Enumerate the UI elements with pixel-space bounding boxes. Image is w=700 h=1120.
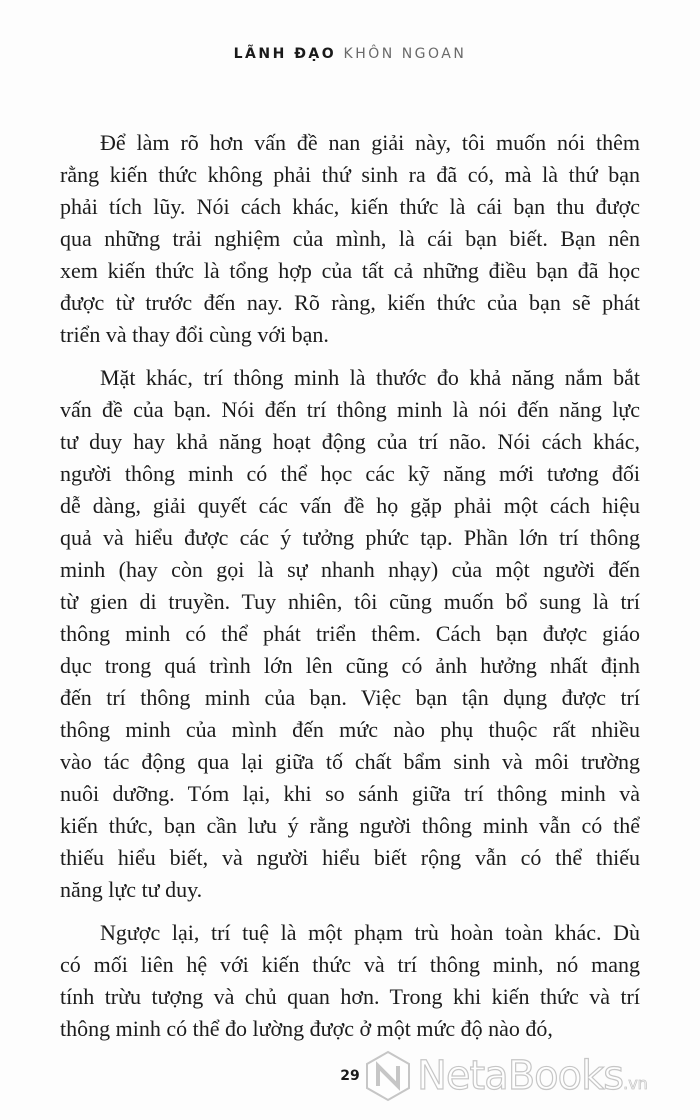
text-line: vấn đề của bạn. Nói đến trí thông minh là nói đến năng lực	[60, 397, 640, 422]
running-header	[0, 46, 700, 62]
text-line: vào tác động qua lại giữa tố chất bẩm sinh và môi trường	[60, 749, 640, 774]
header-title-part1: LÃNH ĐẠO	[233, 46, 337, 62]
text-line: thông minh có thể phát triển thêm. Cách bạn được giáo	[60, 621, 640, 646]
text-line: dục trong quá trình lớn lên cũng có ảnh hưởng nhất định	[60, 653, 640, 678]
text-line: nuôi dưỡng. Tóm lại, khi so sánh giữa trí thông minh và	[60, 781, 640, 806]
paragraph	[60, 362, 640, 906]
text-line: thiếu hiểu biết, và người hiểu biết rộng vẫn có thể thiếu	[60, 845, 640, 870]
watermark-suffix: .vn	[623, 1073, 648, 1093]
text-line: có mối liên hệ với kiến thức và trí thông minh, nó mang	[60, 952, 640, 977]
watermark-brand: NetaBooks	[417, 1053, 624, 1099]
text-line: Ngược lại, trí tuệ là một phạm trù hoàn toàn khác. Dù	[100, 920, 640, 945]
text-line: qua những trải nghiệm của mình, là cái bạn biết. Bạn nên	[60, 226, 640, 251]
text-line: quả và hiểu được các ý tưởng phức tạp. Phần lớn trí thông	[60, 525, 640, 550]
text-line: xem kiến thức là tổng hợp của tất cả những điều bạn đã học	[60, 258, 640, 283]
paragraph	[60, 127, 640, 351]
text-line: Để làm rõ hơn vấn đề nan giải này, tôi muốn nói thêm	[100, 130, 640, 155]
text-line: đến trí thông minh của bạn. Việc bạn tận dụng được trí	[60, 685, 640, 710]
text-line: năng lực tư duy.	[60, 877, 203, 902]
text-line: từ gien di truyền. Tuy nhiên, tôi cũng muốn bổ sung là trí	[60, 589, 640, 614]
page-number: 29	[340, 1068, 360, 1084]
text-line: Mặt khác, trí thông minh là thước đo khả năng nắm bắt	[100, 365, 640, 390]
text-line: tư duy hay khả năng hoạt động của trí não. Nói cách khác,	[60, 429, 640, 454]
header-title-part2: KHÔN NGOAN	[343, 46, 467, 62]
text-line: tính trừu tượng và chủ quan hơn. Trong khi kiến thức và trí	[60, 984, 640, 1009]
page-body	[60, 127, 640, 1056]
text-line: thông minh có thể đo lường được ở một mức độ nào đó,	[60, 1016, 553, 1041]
netabooks-logo-icon	[365, 1050, 411, 1102]
text-line: được từ trước đến nay. Rõ ràng, kiến thức của bạn sẽ phát	[60, 290, 640, 315]
text-line: triển và thay đổi cùng với bạn.	[60, 322, 329, 347]
text-line: rằng kiến thức không phải thứ sinh ra đã có, mà là thứ bạn	[60, 162, 640, 187]
text-line: dễ dàng, giải quyết các vấn đề họ gặp phải một cách hiệu	[60, 493, 640, 518]
netabooks-watermark	[365, 1050, 648, 1102]
text-line: kiến thức, bạn cần lưu ý rằng người thông minh vẫn có thể	[60, 813, 640, 838]
text-line: thông minh của mình đến mức nào phụ thuộc rất nhiều	[60, 717, 640, 742]
text-line: người thông minh có thể học các kỹ năng mới tương đối	[60, 461, 640, 486]
text-line: phải tích lũy. Nói cách khác, kiến thức là cái bạn thu được	[60, 194, 640, 219]
text-line: minh (hay còn gọi là sự nhanh nhạy) của một người đến	[60, 557, 640, 582]
paragraph	[60, 917, 640, 1045]
